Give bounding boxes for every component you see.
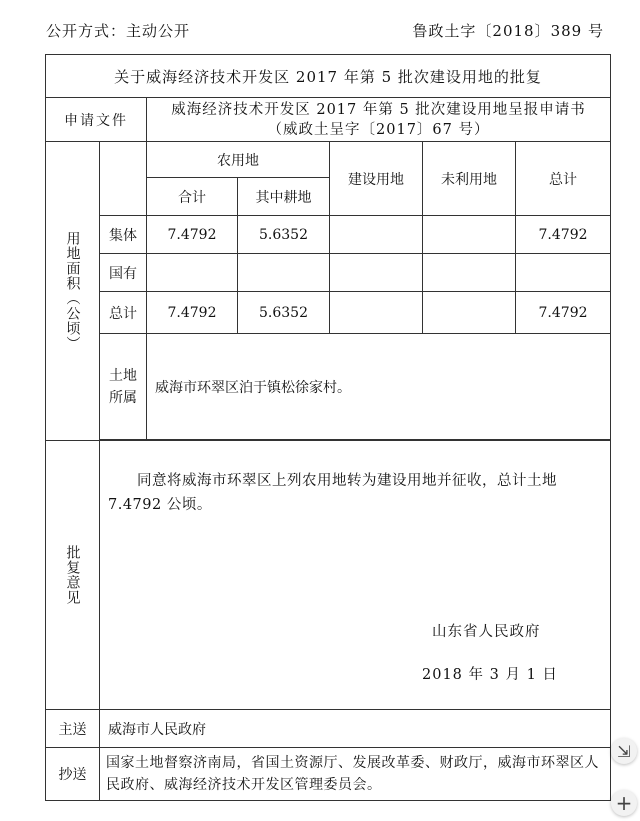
cc-label: 抄送 [46,748,100,801]
location-label-line-1: 土地 [109,367,137,384]
total-header: 总计 [516,142,611,216]
unused-value [423,254,516,292]
farmland-header: 农用地 [147,142,330,178]
row-label: 集体 [100,216,147,254]
document-number: 鲁政土字〔2018〕389 号 [412,22,604,40]
send-to-value: 威海市人民政府 [100,710,611,748]
unused-value [423,216,516,254]
document-header [46,20,604,46]
approval-text: 同意将威海市环翠区上列农用地转为建设用地并征收，总计土地 7.4792 公顷。 [108,473,557,513]
location-label [100,334,147,440]
subtotal-value: 7.4792 [147,216,238,254]
unused-value [423,292,516,334]
unused-header: 未利用地 [423,142,516,216]
land-area-label: 用地面积（公顷） [64,231,81,351]
total-value: 7.4792 [516,216,611,254]
cultivated-value [238,254,330,292]
plus-icon[interactable]: + [611,790,637,816]
total-value [516,254,611,292]
construction-value [330,254,423,292]
table-row [46,254,611,292]
approval-opinion [100,441,611,710]
total-value: 7.4792 [516,292,611,334]
approval-form-table [45,54,611,801]
land-area-label-cell [46,142,100,441]
construction-header: 建设用地 [330,142,423,216]
disclosure-method: 公开方式：主动公开 [46,22,191,40]
approval-label: 批复意见 [64,545,81,605]
construction-value [330,292,423,334]
approval-label-cell [46,441,100,710]
land-location: 威海市环翠区泊于镇松徐家村。 [147,334,611,440]
document-title: 关于威海经济技术开发区 2017 年第 5 批次建设用地的批复 [46,55,611,98]
cc-value: 国家土地督察济南局，省国土资源厅、发展改革委、财政厅，威海市环翠区人民政府、威海经济技术开发区管理委员会。 [100,748,611,801]
table-row [46,216,611,254]
subtotal-header: 合计 [147,178,238,216]
application-label: 申请文件 [46,98,147,142]
construction-value [330,216,423,254]
table-row [46,292,611,334]
issue-date: 2018 年 3 月 1 日 [422,667,558,683]
row-label: 总计 [100,292,147,334]
cultivated-value: 5.6352 [238,292,330,334]
blank-header-cell [100,142,147,216]
collapse-arrows-icon[interactable]: ⇲ [611,738,637,764]
row-label: 国有 [100,254,147,292]
location-label-line-2: 所属 [109,389,137,406]
subtotal-value: 7.4792 [147,292,238,334]
send-to-label: 主送 [46,710,100,748]
application-line-2: （威政土呈字〔2017〕67 号） [267,121,490,138]
application-document [147,98,611,142]
application-line-1: 威海经济技术开发区 2017 年第 5 批次建设用地呈报申请书 [171,101,586,118]
issuing-authority: 山东省人民政府 [432,624,541,640]
subtotal-value [147,254,238,292]
cultivated-header: 其中耕地 [238,178,330,216]
cultivated-value: 5.6352 [238,216,330,254]
